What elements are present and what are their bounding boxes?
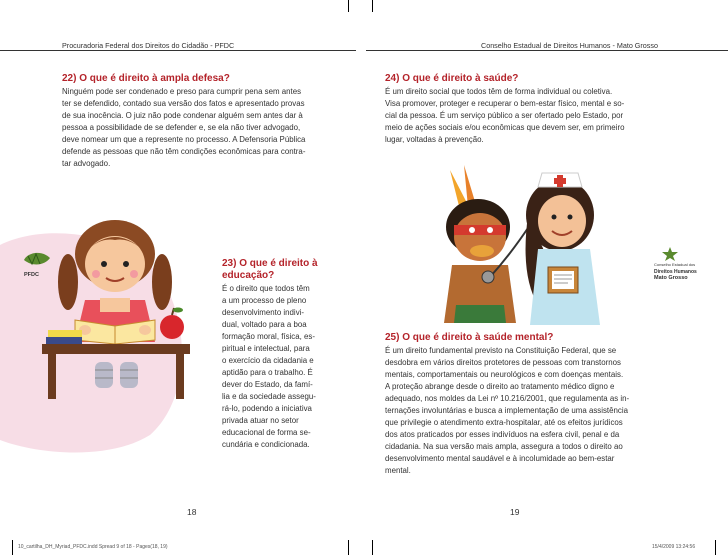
pfdc-logo-text: PFDC	[24, 272, 39, 278]
crop-mark	[715, 540, 716, 555]
q22-body: Ninguém pode ser condenado e preso para cumprir pena sem antes ter se defendido, contado sua versão dos fatos e apresentado provas de sua inocência. O juiz não pode condenar alguém sem antes dar à pessoa a possibilidade de se defender e, se ela não tiver advogado, deve nomear um que a represente no processo. A Defensoria Pública defende as pessoas que não têm condições econômicas para contra- tar advogado.	[62, 87, 306, 168]
crop-mark	[348, 540, 349, 555]
footer-slug-right: 15/4/2009 13:24:56	[652, 544, 696, 550]
girl-reading-illustration	[40, 212, 200, 402]
q25-title: 25) O que é direito à saúde mental?	[385, 332, 554, 343]
q24-body: É um direito social que todos têm de forma individual ou coletiva. Visa promover, proteger e recuperar o bem-estar físico, mental e so- cial da pessoa. É um serviço público a ser ofertado pelo Estado, por meio de ações sociais e/ou econômicas que devem ser, em primeiro lugar, voltadas à prevenção.	[385, 87, 625, 144]
header-rule-right	[366, 50, 728, 51]
q22-title: 22) O que é direito à ampla defesa?	[62, 73, 230, 84]
nurse-and-child-illustration	[420, 165, 630, 325]
crop-mark	[348, 0, 349, 12]
q25-body: É um direito fundamental previsto na Constituição Federal, que se desdobra em vários direitos protetores de pessoas com transtornos mentais, comportamentais ou neurológicos e com doenças mentais. A proteção abrange desde o direito ao tratamento médico digno e adequado, nos moldes da Lei nº 10.216/2001, que regulamenta as in- ternações involuntárias e busca a implementação de uma assistência que privilegie o atendimento extra-hospitalar, até os efeitos jurídicos dos atos praticados por esses indivíduos na esfera civil, penal e da cidadania. Na sua versão mais ampla, assegura a todos o direito ao desenvolvimento mental saudável e à incolumidade ao bem-estar mental.	[385, 346, 630, 475]
q24-title: 24) O que é direito à saúde?	[385, 73, 519, 84]
header-left: Procuradoria Federal dos Direitos do Cidadão - PFDC	[62, 41, 235, 50]
page-number-left: 18	[187, 507, 197, 517]
page-number-right: 19	[510, 507, 520, 517]
crop-mark	[12, 540, 13, 555]
crop-mark	[372, 540, 373, 555]
crop-mark	[372, 0, 373, 12]
conselho-logo-text: Conselho Estadual dos Direitos Humanos Mato Grosso	[654, 262, 697, 281]
header-right: Conselho Estadual de Direitos Humanos - Mato Grosso	[481, 41, 658, 50]
footer-slug-left: 10_cartilha_DH_Myriad_PFDC.indd Spread 9 of 18 - Pages(18, 19)	[18, 544, 168, 550]
pfdc-logo-icon	[20, 250, 54, 272]
header-rule-left	[0, 50, 356, 51]
q23-body: É o direito que todos têm a um processo de pleno desenvolvimento indivi- dual, voltado para a boa formação moral, física, es- piritual e intelectual, para o exercício da cidadania e aptidão para o trabalho. É dever do Estado, da famí- lia e da sociedade assegu- rá-lo, podendo a iniciativa privada atuar no setor educacional de forma se- cundária e condicionada.	[222, 284, 316, 449]
conselho-logo-icon	[662, 247, 678, 261]
q23-title: 23) O que é direito à educação?	[222, 258, 318, 281]
